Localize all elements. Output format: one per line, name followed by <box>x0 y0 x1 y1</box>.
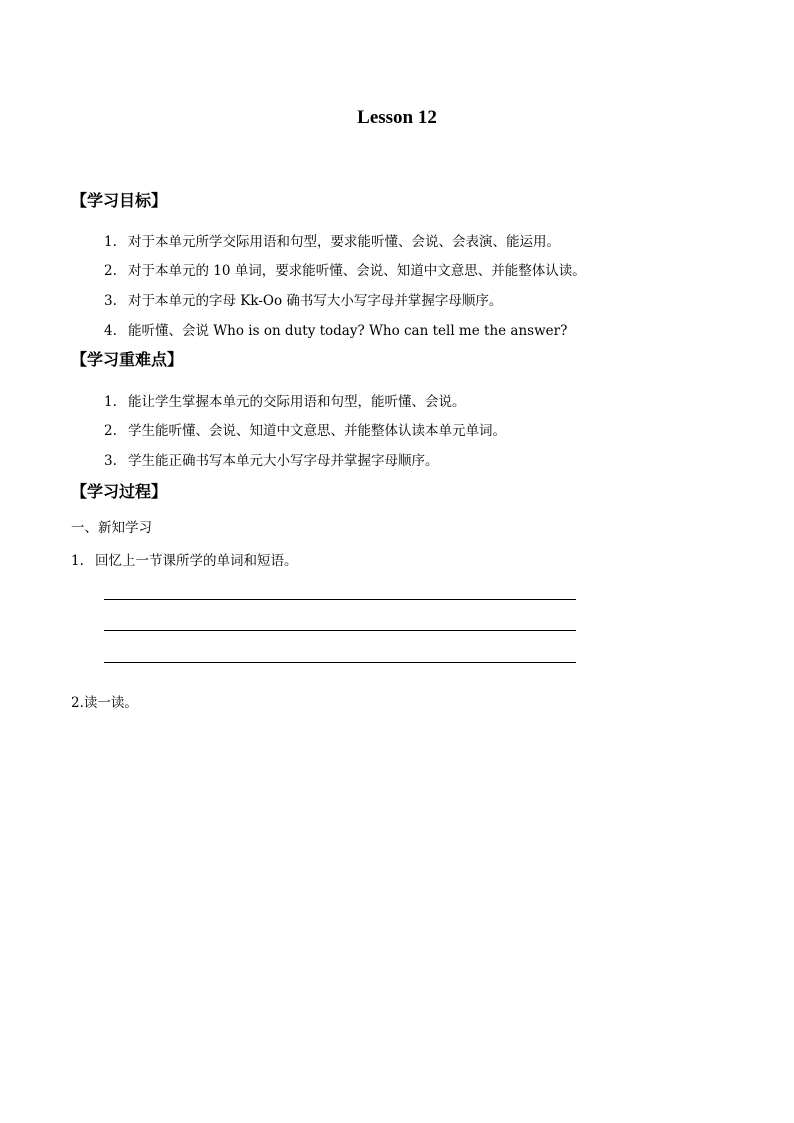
item-number: 3. <box>104 453 117 469</box>
list-item <box>104 232 560 252</box>
step-number: 1. <box>71 553 84 569</box>
process-part-title: 一、新知学习 <box>71 520 152 536</box>
list-item <box>104 451 439 471</box>
item-text: 对于本单元的字母 Kk-Oo 确书写大小写字母并掌握字母顺序。 <box>128 293 503 309</box>
item-number: 2. <box>104 263 117 279</box>
process-step-2: 2.读一读。 <box>71 695 138 711</box>
item-text: 学生能听懂、会说、知道中文意思、并能整体认读本单元单词。 <box>128 423 506 439</box>
item-number: 1. <box>104 234 117 250</box>
list-item <box>104 421 506 441</box>
item-text: 对于本单元的 10 单词，要求能听懂、会说、知道中文意思、并能整体认读。 <box>128 263 586 279</box>
item-number: 4. <box>104 323 117 339</box>
page-title: Lesson 12 <box>357 107 437 128</box>
list-item <box>104 392 466 412</box>
item-text: 能让学生掌握本单元的交际用语和句型，能听懂、会说。 <box>128 394 466 410</box>
item-text: 对于本单元所学交际用语和句型，要求能听懂、会说、会表演、能运用。 <box>128 234 560 250</box>
item-number: 2. <box>104 423 117 439</box>
item-number: 1. <box>104 394 117 410</box>
item-number: 3. <box>104 293 117 309</box>
item-text: 能听懂、会说 Who is on duty today? Who can tell me the answer? <box>128 323 568 339</box>
step-text: 回忆上一节课所学的单词和短语。 <box>95 553 298 569</box>
list-item <box>104 291 502 311</box>
section-heading-learning-goals: 【学习目标】 <box>71 191 168 210</box>
process-step-1 <box>71 551 298 571</box>
list-item <box>104 261 586 281</box>
section-heading-key-points: 【学习重难点】 <box>71 350 184 369</box>
answer-line <box>104 662 576 663</box>
item-text: 学生能正确书写本单元大小写字母并掌握字母顺序。 <box>128 453 439 469</box>
section-heading-learning-process: 【学习过程】 <box>71 482 168 501</box>
answer-line <box>104 630 576 631</box>
list-item <box>104 321 567 341</box>
answer-line <box>104 599 576 600</box>
